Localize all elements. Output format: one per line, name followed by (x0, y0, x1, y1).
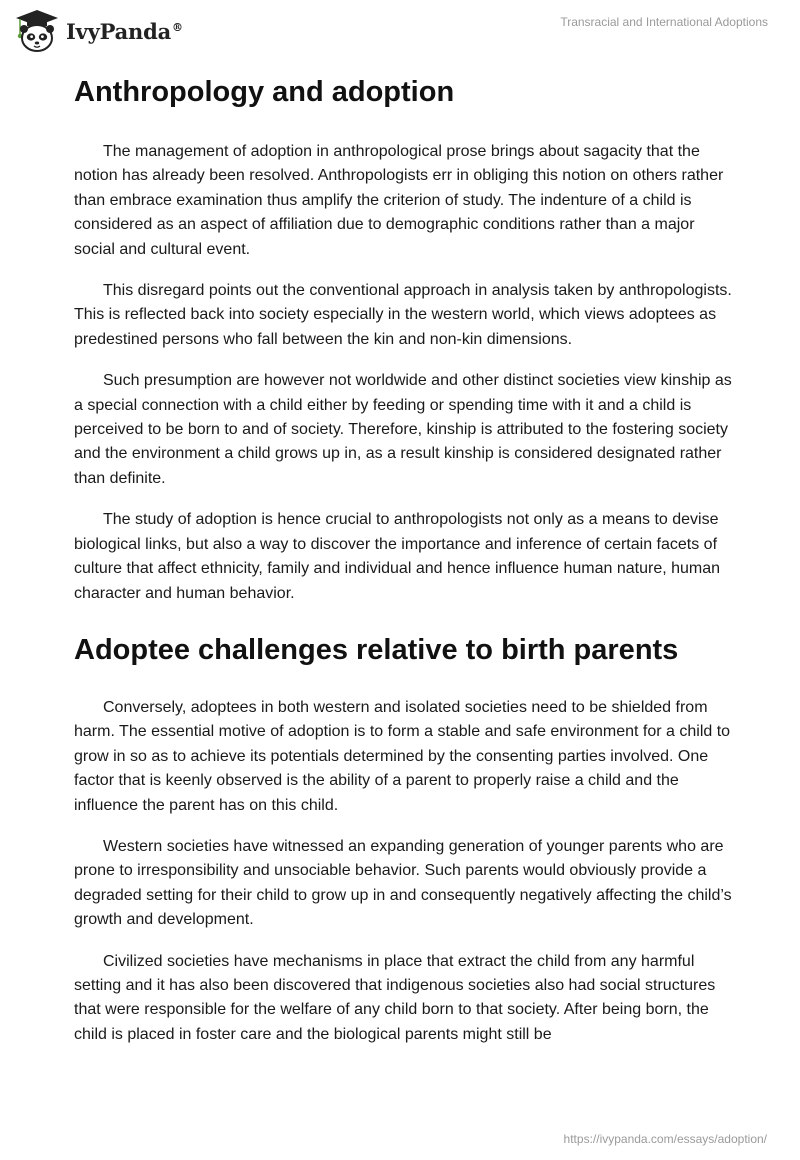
article-body (74, 72, 734, 1064)
page-header (0, 0, 800, 60)
source-url[interactable]: https://ivypanda.com/essays/adoption/ (563, 1132, 767, 1146)
paragraph: This disregard points out the conventional approach in analysis taken by anthropologists. This is reflected back into society especially in the western world, which views adoptees as predestined persons who fall between the kin and non-kin dimensions. (74, 282, 732, 348)
registered-mark: ® (172, 20, 183, 34)
section-heading-adoptee-challenges: Adoptee challenges relative to birth parents (74, 633, 679, 666)
document-title: Transracial and International Adoptions (560, 15, 768, 29)
paragraph: Such presumption are however not worldwide and other distinct societies view kinship as a special connection with a child either by feeding or spending time with it and a child is perceived to be born to and of society. Therefore, kinship is attributed to the fostering society and the environment a child grows up in, as a result kinship is considered designated rather than definite. (74, 372, 732, 487)
section-heading-anthropology: Anthropology and adoption (74, 76, 455, 108)
paragraph: Conversely, adoptees in both western and isolated societies need to be shielded from harm. The essential motive of adoption is to form a stable and safe environment for a child to grow in so as to achieve its potentials determined by the consenting parties involved. One factor that is keenly observed is the ability of a parent to properly raise a child and the influence the parent has on this child. (74, 698, 731, 814)
paragraph: The study of adoption is hence crucial to anthropologists not only as a means to devise biological links, but also a way to discover the importance and inference of certain facets of culture that affect ethnicity, family and individual and hence influence human nature, human character and human behavior. (74, 511, 721, 602)
ivypanda-logo[interactable] (12, 8, 183, 54)
brand-name: IvyPanda® (66, 18, 183, 44)
paragraph: The management of adoption in anthropological prose brings about sagacity that the notion has already been resolved. Anthropologists err in obliging this notion on others rather than embrace examination thus amplify the criterion of study. The indenture of a child is considered as an aspect of affiliation due to demographic conditions rather than a major social and cultural event. (74, 143, 724, 258)
paragraph: Western societies have witnessed an expanding generation of younger parents who are prone to irresponsibility and unsociable behavior. Such parents would obviously provide a degraded setting for their child to grow up in and consequently negatively affecting the child’s growth and development. (74, 837, 732, 929)
panda-graduate-icon (12, 8, 62, 54)
paragraph: Civilized societies have mechanisms in place that extract the child from any harmful setting and it has also been discovered that indigenous societies also had social structures that were responsible for the welfare of any child born to that society. After being born, the child is placed in foster care and the biological parents might still be (74, 952, 716, 1043)
